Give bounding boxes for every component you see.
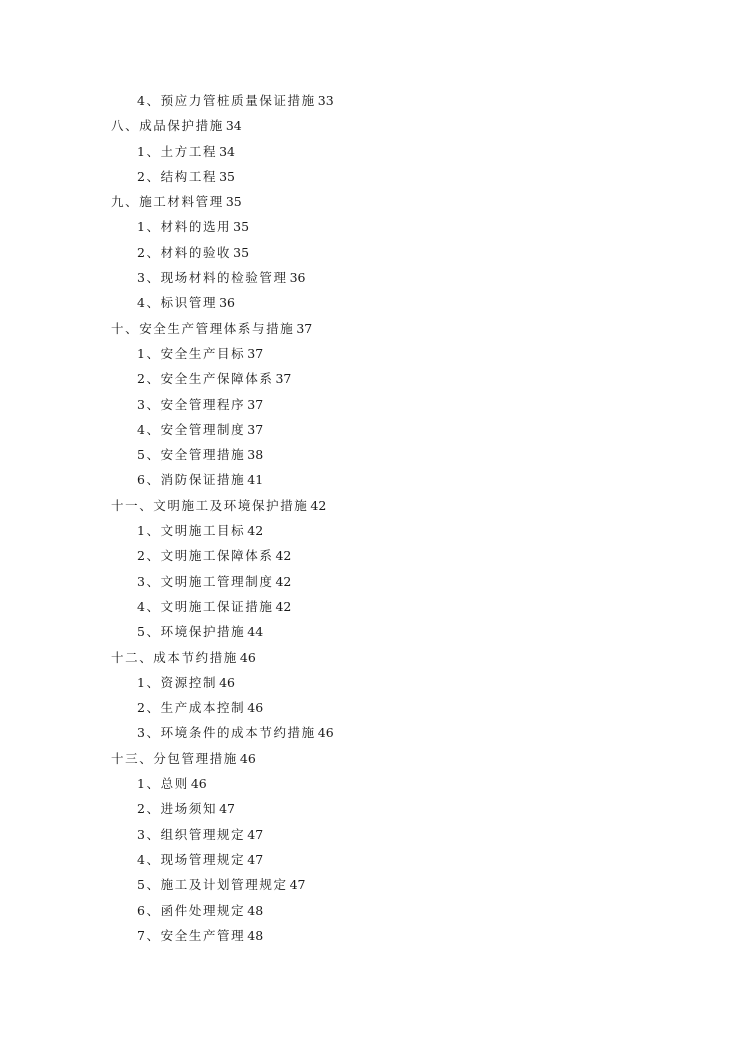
toc-subsection-entry	[0, 847, 744, 872]
toc-subsection-entry	[0, 720, 744, 745]
toc-entry-title: 2、文明施工保障体系	[137, 548, 274, 564]
toc-subsection-entry	[0, 619, 744, 644]
toc-entry-title: 3、环境条件的成本节约措施	[137, 725, 316, 741]
toc-entry-title: 4、文明施工保证措施	[137, 598, 274, 614]
toc-entry-title: 1、安全生产目标	[137, 345, 246, 361]
toc-entry-title: 5、安全管理措施	[137, 447, 246, 463]
toc-page-number: 46	[247, 700, 264, 716]
toc-entry-title: 1、材料的选用	[137, 219, 232, 235]
toc-subsection-entry	[0, 341, 744, 366]
toc-page-number: 34	[219, 143, 235, 159]
toc-subsection-entry	[0, 771, 744, 796]
toc-entry-title: 5、环境保护措施	[137, 624, 246, 640]
toc-entry-title: 九、施工材料管理	[111, 194, 224, 210]
toc-page-number: 42	[275, 548, 292, 564]
toc-page-number: 36	[219, 295, 235, 311]
toc-entry-title: 4、现场管理规定	[137, 851, 246, 867]
toc-entry-title: 6、消防保证措施	[137, 472, 246, 488]
toc-entry-title: 3、文明施工管理制度	[137, 573, 274, 589]
toc-entry-title: 1、土方工程	[137, 143, 218, 159]
toc-subsection-entry	[0, 822, 744, 847]
toc-subsection-entry	[0, 139, 744, 164]
toc-page-number: 42	[275, 598, 292, 614]
toc-subsection-entry	[0, 543, 744, 568]
toc-entry-title: 7、安全生产管理	[137, 927, 246, 943]
toc-subsection-entry	[0, 796, 744, 821]
toc-page-number: 36	[289, 270, 306, 286]
toc-entry-title: 4、安全管理制度	[137, 421, 246, 437]
toc-page-number: 37	[275, 371, 292, 387]
toc-entry-title: 3、组织管理规定	[137, 826, 246, 842]
toc-subsection-entry	[0, 290, 744, 315]
toc-entry-title: 4、标识管理	[137, 295, 218, 311]
toc-section-entry	[0, 316, 744, 341]
toc-page-number: 47	[219, 801, 235, 817]
toc-section-entry	[0, 113, 744, 138]
toc-page-number: 41	[247, 472, 264, 488]
toc-entry-title: 八、成品保护措施	[111, 118, 224, 134]
toc-entry-title: 2、结构工程	[137, 168, 218, 184]
toc-page-number: 46	[219, 674, 235, 690]
toc-page-number: 44	[247, 624, 264, 640]
toc-page-number: 35	[233, 219, 250, 235]
toc-page-number: 37	[296, 320, 313, 336]
toc-section-entry	[0, 645, 744, 670]
toc-subsection-entry	[0, 467, 744, 492]
toc-page-number: 37	[247, 396, 264, 412]
toc-page-number: 46	[317, 725, 334, 741]
toc-page-number: 38	[247, 447, 264, 463]
toc-entry-title: 2、材料的验收	[137, 244, 232, 260]
toc-subsection-entry	[0, 214, 744, 239]
toc-page-number: 37	[247, 421, 264, 437]
toc-page-number: 35	[233, 244, 250, 260]
toc-entry-title: 1、文明施工目标	[137, 523, 246, 539]
toc-subsection-entry	[0, 695, 744, 720]
toc-entry-title: 十三、分包管理措施	[111, 750, 238, 766]
toc-page-number: 42	[247, 523, 264, 539]
toc-subsection-entry	[0, 442, 744, 467]
toc-subsection-entry	[0, 392, 744, 417]
toc-section-entry	[0, 746, 744, 771]
toc-entry-title: 6、函件处理规定	[137, 902, 246, 918]
toc-subsection-entry	[0, 240, 744, 265]
toc-page-number: 42	[310, 497, 327, 513]
toc-subsection-entry	[0, 872, 744, 897]
toc-entry-title: 十一、文明施工及环境保护措施	[111, 497, 309, 513]
toc-page-number: 48	[247, 927, 264, 943]
toc-subsection-entry	[0, 594, 744, 619]
toc-entry-title: 1、总则	[137, 776, 189, 792]
toc-subsection-entry	[0, 898, 744, 923]
toc-section-entry	[0, 493, 744, 518]
toc-entry-title: 1、资源控制	[137, 674, 218, 690]
toc-page-number: 37	[247, 345, 264, 361]
toc-entry-title: 5、施工及计划管理规定	[137, 877, 288, 893]
toc-entry-title: 2、进场须知	[137, 801, 218, 817]
toc-subsection-entry	[0, 923, 744, 948]
toc-subsection-entry	[0, 518, 744, 543]
toc-entry-title: 3、现场材料的检验管理	[137, 270, 288, 286]
toc-page-number: 33	[317, 93, 334, 108]
toc-subsection-entry	[0, 366, 744, 391]
toc-page-number: 48	[247, 902, 264, 918]
toc-subsection-entry	[0, 569, 744, 594]
toc-subsection-entry	[0, 164, 744, 189]
toc-subsection-entry	[0, 88, 744, 113]
toc-subsection-entry	[0, 670, 744, 695]
toc-page-number: 46	[239, 649, 256, 665]
toc-entry-title: 十二、成本节约措施	[111, 649, 238, 665]
toc-page-number: 35	[219, 168, 235, 184]
toc-page-number: 35	[225, 194, 242, 210]
toc-page-number: 47	[247, 851, 264, 867]
toc-page-number: 42	[275, 573, 292, 589]
toc-page-number: 47	[289, 877, 306, 893]
toc-subsection-entry	[0, 265, 744, 290]
toc-subsection-entry	[0, 417, 744, 442]
toc-entry-title: 十、安全生产管理体系与措施	[111, 320, 295, 336]
toc-entry-title: 2、生产成本控制	[137, 700, 246, 716]
table-of-contents	[0, 88, 744, 948]
toc-page-number: 46	[239, 750, 256, 766]
toc-section-entry	[0, 189, 744, 214]
toc-entry-title: 3、安全管理程序	[137, 396, 246, 412]
toc-page-number: 34	[225, 118, 242, 134]
toc-page-number: 47	[247, 826, 264, 842]
toc-entry-title: 4、预应力管桩质量保证措施	[137, 93, 316, 108]
toc-page-number: 46	[190, 776, 207, 792]
toc-entry-title: 2、安全生产保障体系	[137, 371, 274, 387]
